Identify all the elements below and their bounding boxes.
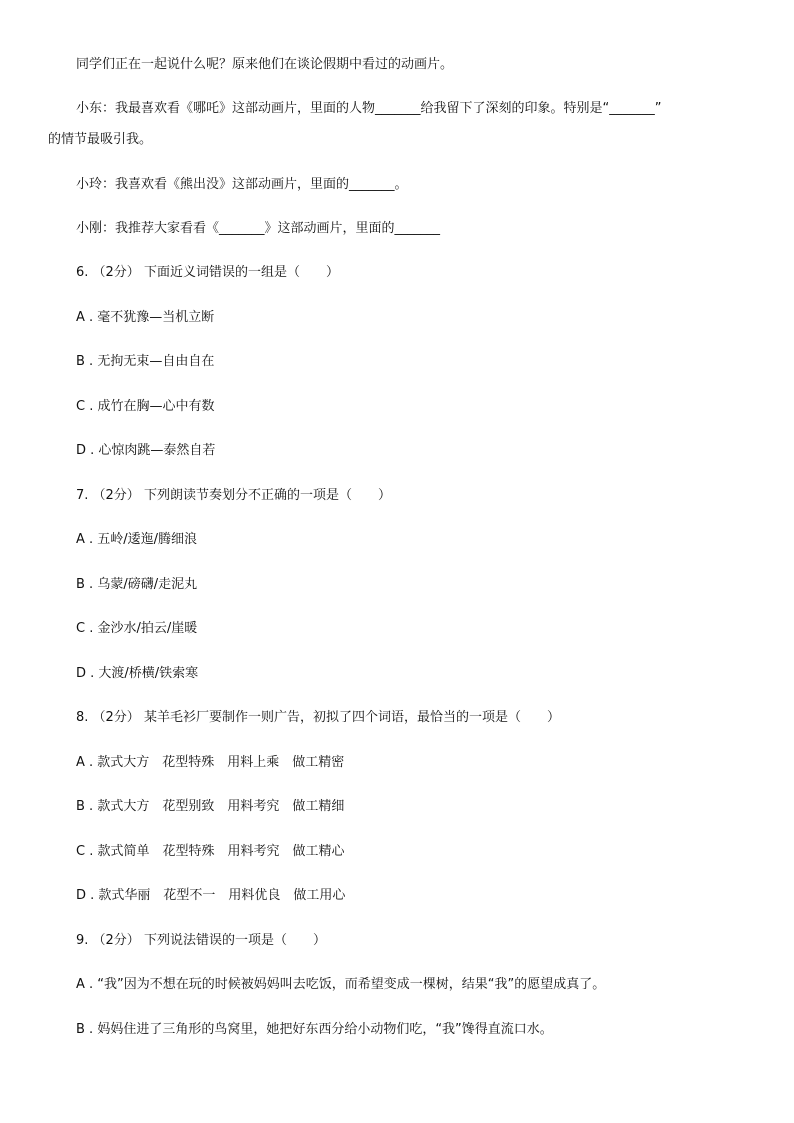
question-6-option-c: C . 成竹在胸—心中有数 bbox=[76, 399, 215, 414]
question-7-stem: 7. （2分） 下列朗读节奏划分不正确的一项是（ ） bbox=[76, 488, 391, 503]
question-8-stem: 8. （2分） 某羊毛衫厂要制作一则广告，初拟了四个词语，最恰当的一项是（ ） bbox=[76, 710, 560, 725]
question-6-option-a: A . 毫不犹豫—当机立断 bbox=[76, 310, 215, 325]
question-9-option-a: A . “我”因为不想在玩的时候被妈妈叫去吃饭，而希望变成一棵树，结果“我”的愿望成真了。 bbox=[76, 977, 606, 992]
question-9-stem: 9. （2分） 下列说法错误的一项是（ ） bbox=[76, 933, 326, 948]
question-8-option-c: C . 款式简单 花型特殊 用料考究 做工精心 bbox=[76, 844, 345, 859]
question-7-option-b: B . 乌蒙/磅礴/走泥丸 bbox=[76, 577, 198, 592]
dialogue-xiaogang: 小刚：我推荐大家看看《_______》这部动画片，里面的_______ bbox=[76, 221, 441, 236]
question-9-option-b: B . 妈妈住进了三角形的鸟窝里，她把好东西分给小动物们吃，“我”馋得直流口水。 bbox=[76, 1022, 553, 1037]
intro-line: 同学们正在一起说什么呢？原来他们在谈论假期中看过的动画片。 bbox=[76, 57, 454, 72]
question-6-option-b: B . 无拘无束—自由自在 bbox=[76, 354, 215, 369]
question-7-option-d: D . 大渡/桥横/铁索寒 bbox=[76, 666, 199, 681]
dialogue-xiaoling: 小玲：我喜欢看《熊出没》这部动画片，里面的_______。 bbox=[76, 177, 408, 192]
question-8-option-a: A . 款式大方 花型特殊 用料上乘 做工精密 bbox=[76, 755, 345, 770]
question-8-option-d: D . 款式华丽 花型不一 用料优良 做工用心 bbox=[76, 888, 346, 903]
dialogue-xiaodong-continued: 的情节最吸引我。 bbox=[48, 132, 153, 147]
dialogue-xiaodong: 小东：我最喜欢看《哪吒》这部动画片，里面的人物_______给我留下了深刻的印象。特别是“_______” bbox=[76, 101, 662, 116]
question-7-option-a: A . 五岭/逶迤/腾细浪 bbox=[76, 532, 198, 547]
question-7-option-c: C . 金沙水/拍云/崖暖 bbox=[76, 621, 198, 636]
question-8-option-b: B . 款式大方 花型别致 用料考究 做工精细 bbox=[76, 799, 345, 814]
question-6-option-d: D . 心惊肉跳—泰然自若 bbox=[76, 443, 216, 458]
question-6-stem: 6. （2分） 下面近义词错误的一组是（ ） bbox=[76, 265, 339, 280]
